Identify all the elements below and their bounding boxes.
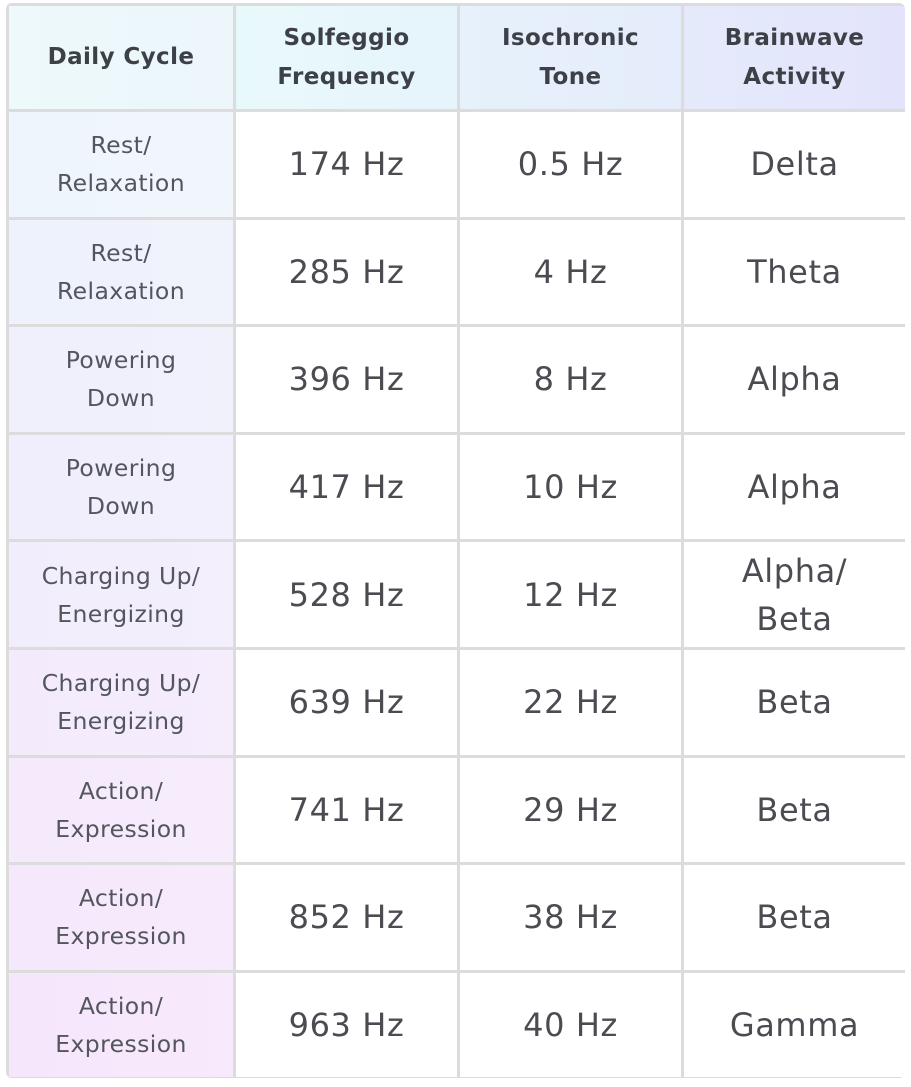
solfeggio-frequency-cell: 174 Hz: [235, 111, 459, 219]
daily-cycle-line-2: Expression: [55, 922, 187, 951]
header-daily-cycle: [8, 5, 235, 111]
daily-cycle-cell: [8, 433, 235, 541]
isochronic-tone-cell: 29 Hz: [459, 756, 683, 864]
brainwave-activity-cell: [683, 648, 906, 756]
daily-cycle-line-2: Relaxation: [57, 169, 185, 198]
isochronic-tone-cell: 0.5 Hz: [459, 111, 683, 219]
daily-cycle-line-2: Expression: [55, 1030, 187, 1059]
brainwave-line-1: Delta: [750, 145, 839, 184]
daily-cycle-line-1: Rest/: [90, 238, 152, 267]
brainwave-line-1: Alpha/: [741, 551, 848, 590]
brainwave-line-1: Alpha: [747, 468, 842, 507]
table-row: [8, 111, 906, 219]
brainwave-line-1: Beta: [756, 898, 833, 937]
header-isochronic-line-2: Tone: [539, 63, 602, 90]
daily-cycle-line-2: Relaxation: [57, 276, 185, 305]
table-body: [8, 111, 906, 1079]
daily-cycle-line-1: Powering: [65, 454, 177, 483]
daily-cycle-line-1: Powering: [65, 346, 177, 375]
header-solfeggio-line-1: Solfeggio: [283, 24, 410, 51]
brainwave-line-1: Beta: [756, 683, 833, 722]
table-row: [8, 218, 906, 326]
daily-cycle-cell: [8, 541, 235, 649]
daily-cycle-cell: [8, 648, 235, 756]
brainwave-line-2: Beta: [756, 599, 833, 638]
solfeggio-frequency-cell: 417 Hz: [235, 433, 459, 541]
header-brainwave-activity: [683, 5, 906, 111]
brainwave-activity-cell: [683, 111, 906, 219]
brainwave-activity-cell: [683, 541, 906, 649]
brainwave-activity-cell: [683, 326, 906, 434]
frequency-table: [6, 3, 905, 1078]
brainwave-activity-cell: [683, 971, 906, 1078]
header-isochronic-tone: [459, 5, 683, 111]
daily-cycle-line-2: Energizing: [57, 599, 185, 628]
solfeggio-frequency-cell: 852 Hz: [235, 864, 459, 972]
solfeggio-frequency-cell: 639 Hz: [235, 648, 459, 756]
table-row: [8, 541, 906, 649]
header-brainwave-line-2: Activity: [743, 63, 846, 90]
daily-cycle-line-1: Action/: [78, 884, 164, 913]
brainwave-line-1: Alpha: [747, 360, 842, 399]
daily-cycle-line-1: Charging Up/: [41, 561, 201, 590]
brainwave-line-1: Beta: [756, 790, 833, 829]
table-header: [8, 5, 906, 111]
table-row: [8, 326, 906, 434]
table-row: [8, 756, 906, 864]
daily-cycle-line-1: Action/: [78, 992, 164, 1021]
isochronic-tone-cell: 40 Hz: [459, 971, 683, 1078]
solfeggio-frequency-cell: 285 Hz: [235, 218, 459, 326]
daily-cycle-cell: [8, 971, 235, 1078]
daily-cycle-cell: [8, 326, 235, 434]
solfeggio-frequency-cell: 396 Hz: [235, 326, 459, 434]
header-solfeggio-frequency: [235, 5, 459, 111]
daily-cycle-line-1: Rest/: [90, 131, 152, 160]
table-row: [8, 433, 906, 541]
daily-cycle-line-2: Energizing: [57, 707, 185, 736]
brainwave-activity-cell: [683, 756, 906, 864]
daily-cycle-line-1: Action/: [78, 776, 164, 805]
daily-cycle-line-1: Charging Up/: [41, 669, 201, 698]
table-row: [8, 864, 906, 972]
table-row: [8, 971, 906, 1078]
brainwave-activity-cell: [683, 433, 906, 541]
header-row: [8, 5, 906, 111]
brainwave-activity-cell: [683, 218, 906, 326]
solfeggio-frequency-cell: 963 Hz: [235, 971, 459, 1078]
isochronic-tone-cell: 38 Hz: [459, 864, 683, 972]
daily-cycle-cell: [8, 218, 235, 326]
header-brainwave-line-1: Brainwave: [724, 24, 865, 51]
brainwave-line-1: Gamma: [729, 1006, 860, 1045]
brainwave-activity-cell: [683, 864, 906, 972]
header-daily-cycle-line-1: Daily Cycle: [47, 44, 195, 70]
isochronic-tone-cell: 8 Hz: [459, 326, 683, 434]
isochronic-tone-cell: 22 Hz: [459, 648, 683, 756]
daily-cycle-cell: [8, 111, 235, 219]
brainwave-line-1: Theta: [747, 252, 842, 291]
solfeggio-frequency-cell: 528 Hz: [235, 541, 459, 649]
header-isochronic-line-1: Isochronic: [501, 24, 640, 51]
isochronic-tone-cell: 10 Hz: [459, 433, 683, 541]
header-solfeggio-line-2: Frequency: [277, 63, 416, 90]
isochronic-tone-cell: 4 Hz: [459, 218, 683, 326]
daily-cycle-cell: [8, 756, 235, 864]
daily-cycle-cell: [8, 864, 235, 972]
daily-cycle-line-2: Down: [86, 492, 156, 521]
isochronic-tone-cell: 12 Hz: [459, 541, 683, 649]
frequency-table-container: [6, 3, 905, 1078]
solfeggio-frequency-cell: 741 Hz: [235, 756, 459, 864]
daily-cycle-line-2: Down: [86, 384, 156, 413]
daily-cycle-line-2: Expression: [55, 814, 187, 843]
table-row: [8, 648, 906, 756]
